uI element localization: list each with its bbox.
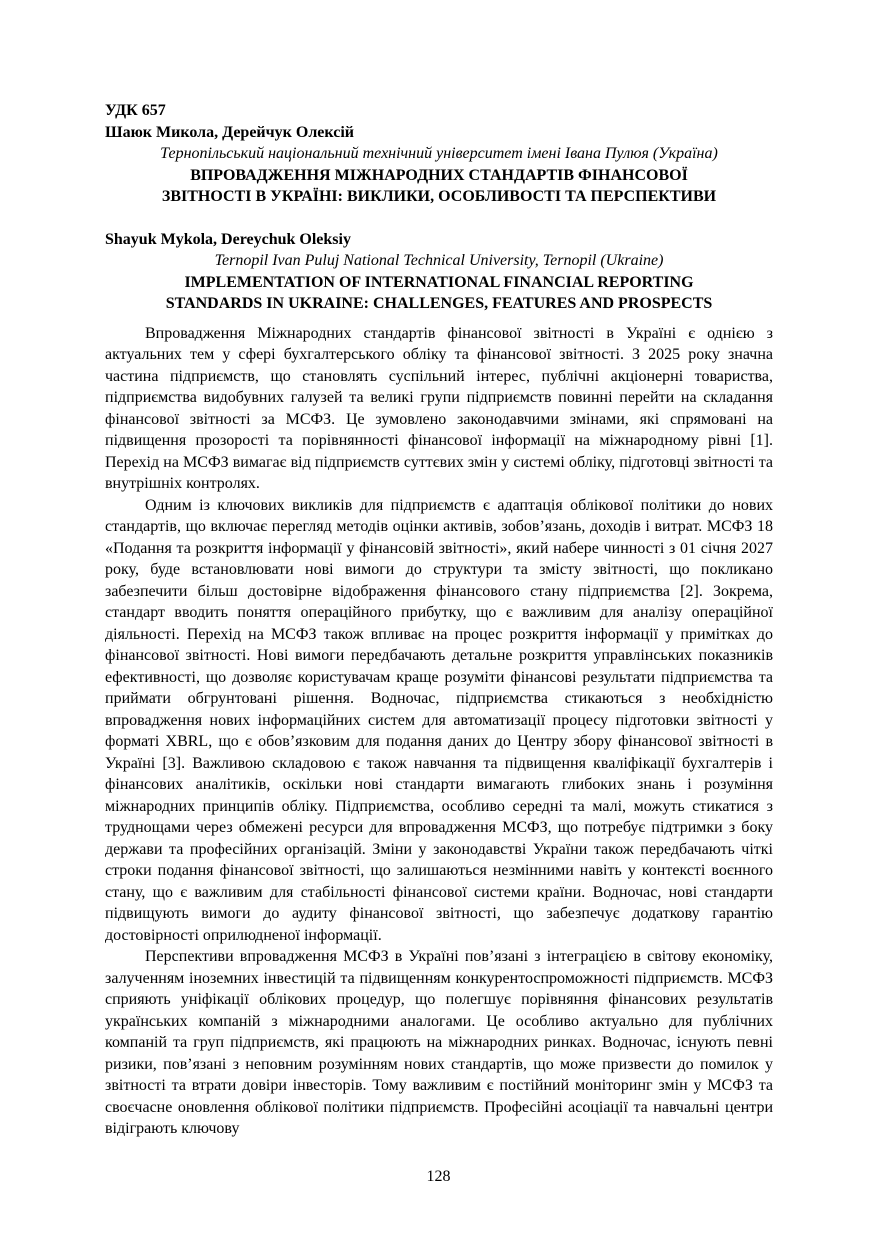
affiliation-english: Ternopil Ivan Puluj National Technical University, Ternopil (Ukraine) (214, 252, 664, 269)
body-paragraph-2: Одним із ключових викликів для підприємств є адаптація облікової політики до нових стандартів, що включає перегляд методів оцінки активів, зобов’язань, доходів і витрат. МСФЗ 18 «Подання та розкриття інформації у фінансовій звітності», який набере чинності з 01 січня 2027 року, буде встановлювати нові вимоги до структури та змісту звітності, що покликано забезпечити більш достовірне відображення фінансового стану підприємства [2]. Зокрема, стандарт вводить поняття операційного прибутку, що є важливим для аналізу операційної діяльності. Перехід на МСФЗ також впливає на процес розкриття інформації у примітках до фінансової звітності. Нові вимоги передбачають детальне розкриття управлінських показників ефективності, що дозволяє користувачам краще розуміти фінансові результати підприємства та приймати обгрунтовані рішення. Водночас, підприємства стикаються з необхідністю впровадження нових інформаційних систем для автоматизації процесу підготовки звітності у форматі XBRL, що є обов’язковим для подання даних до Центру збору фінансової звітності в Україні [3]. Важливою складовою є також навчання та підвищення кваліфікації бухгалтерів і фінансових аналітиків, оскільки нові стандарти вимагають глибоких знань і розуміння міжнародних принципів обліку. Підприємства, особливо середні та малі, можуть стикатися з труднощами через обмежені ресурси для впровадження МСФЗ, що потребує підтримки з боку держави та професійних організацій. Зміни у законодавстві України також передбачають чіткі строки подання фінансової звітності, що залишаються незмінними навіть у контексті воєнного стану, що є важливим для стабільності фінансової системи країни. Водночас, нові стандарти підвищують вимоги до аудиту фінансової звітності, що забезпечує додаткову гарантію достовірності оприлюдненої інформації. (105, 496, 773, 944)
title-ukrainian-line-1: ВПРОВАДЖЕННЯ МІЖНАРОДНИХ СТАНДАРТІВ ФІНАНСОВОЇ (190, 166, 688, 184)
spacer (105, 315, 773, 323)
title-ukrainian-line-2: ЗВІТНОСТІ В УКРАЇНІ: ВИКЛИКИ, ОСОБЛИВОСТІ ТА ПЕРСПЕКТИВИ (161, 188, 717, 205)
title-english-line-1: IMPLEMENTATION OF INTERNATIONAL FINANCIAL REPORTING (184, 273, 694, 291)
page-number: 128 (426, 1168, 451, 1185)
body-paragraph-1: Впровадження Міжнародних стандартів фінансової звітності в Україні є однією з актуальних тем у сфері бухгалтерського обліку та фінансової звітності. З 2025 року значна частина підприємств, що становлять суспільний інтерес, публічні акціонерні товариства, підприємства видобувних галузей та великі групи підприємств повинні перейти на складання фінансової звітності за МСФЗ. Це зумовлено законодавчими змінами, які спрямовані на підвищення прозорості та порівнянності фінансової інформації на міжнародному рівні [1]. Перехід на МСФЗ вимагає від підприємств суттєвих змін у системі обліку, підготовці звітності та внутрішніх контролях. (105, 324, 773, 492)
body-paragraph-3: Перспективи впровадження МСФЗ в Україні пов’язані з інтеграцією в світову економіку, залученням іноземних інвестицій та підвищенням конкурентоспроможності підприємств. МСФЗ сприяють уніфікації облікових процедур, що полегшує порівняння фінансових результатів українських компаній з міжнародними аналогами. Це особливо актуально для публічних компаній та груп підприємств, які працюють на міжнародних ринках. Водночас, існують певні ризики, пов’язані з неповним розумінням нових стандартів, що може призвести до помилок у звітності та втрати довіри інвесторів. Тому важливим є постійний моніторинг змін у МСФЗ та своєчасне оновлення облікової політики підприємств. Професійні асоціації та навчальні центри відіграють ключову (105, 948, 773, 1137)
article (105, 100, 773, 1140)
authors-ukrainian: Шаюк Микола, Дерейчук Олексій (105, 123, 354, 141)
authors-english: Shayuk Mykola, Dereychuk Oleksiy (105, 230, 351, 248)
affiliation-ukrainian: Тернопільський національний технічний університет імені Івана Пулюя (Україна) (160, 145, 718, 162)
spacer (105, 208, 773, 229)
title-english-line-2: STANDARDS IN UKRAINE: CHALLENGES, FEATURES AND PROSPECTS (165, 295, 713, 312)
article-body (105, 323, 773, 1140)
udc-code: УДК 657 (105, 102, 166, 119)
